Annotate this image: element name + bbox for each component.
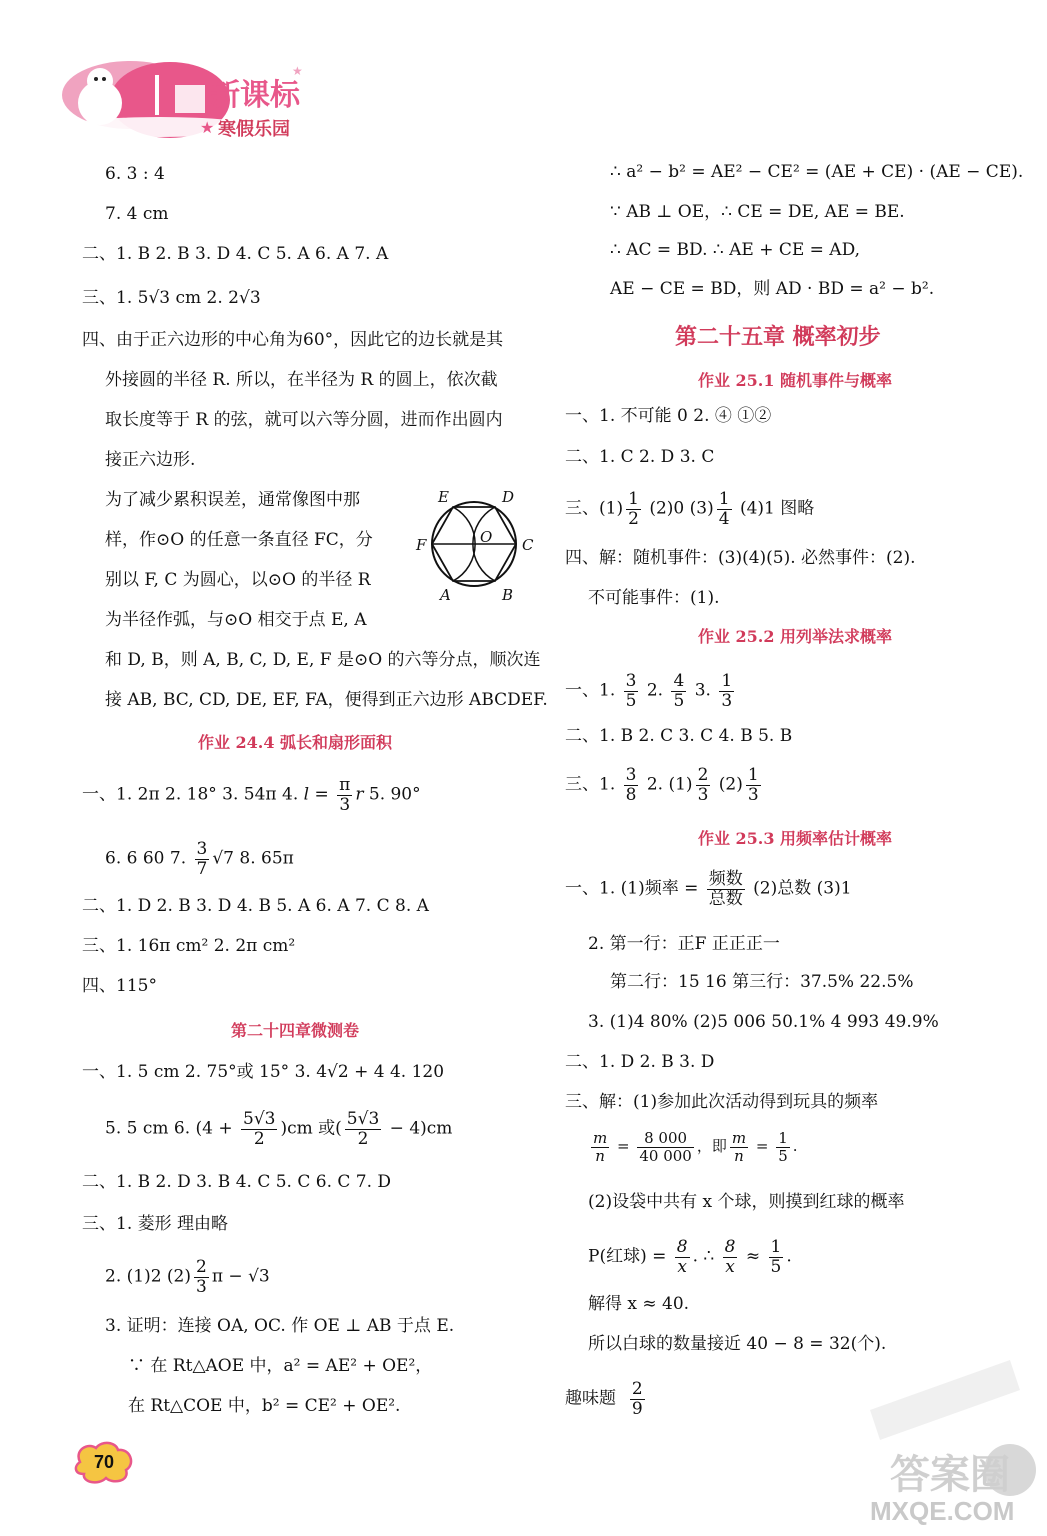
- answer-line: 二、1. C 2. D 3. C: [565, 447, 715, 467]
- watermark-logo-text: 答案圈: [890, 1452, 1010, 1498]
- answer-paragraph: 和 D, B，则 A, B, C, D, E, F 是⊙O 的六等分点，顺次连: [105, 650, 541, 670]
- answer-paragraph: 为了减少累积误差，通常像图中那: [105, 490, 360, 510]
- answer-line: 四、115°: [82, 976, 157, 996]
- answer-paragraph: 接正六边形.: [105, 450, 196, 470]
- point-label: A: [440, 586, 451, 604]
- watermark-text: MXQE.COM: [870, 1496, 1015, 1526]
- svg-text:★: ★: [292, 64, 303, 78]
- answer-line: 二、1. D 2. B 3. D 4. B 5. A 6. A 7. C 8. A: [82, 896, 429, 916]
- answer-line: 一、1. 5 cm 2. 75°或 15° 3. 4√2 + 4 4. 120: [82, 1062, 445, 1082]
- point-label: D: [502, 488, 515, 506]
- page-number: 70: [72, 1440, 136, 1484]
- answer-line: 三、1. $\frac{3}{8}$ 2. (1) $\frac{2}{3}$ (2) $\frac{1}{3}$: [565, 765, 759, 805]
- brand-logo: [60, 55, 350, 145]
- answer-line: 在 Rt△COE 中，b² = CE² + OE².: [128, 1396, 401, 1416]
- answer-line: 不可能事件：(1).: [588, 588, 720, 608]
- answer-paragraph: 别以 F, C 为圆心，以⊙O 的半径 R: [105, 570, 371, 590]
- answer-line: 解得 x ≈ 40.: [588, 1294, 690, 1314]
- section-title: 作业 25.2 用列举法求概率: [697, 627, 893, 646]
- point-label: O: [480, 528, 493, 546]
- answer-line: 三、(1) $\frac{1}{2}$ (2)0 (3) $\frac{1}{4}$ (4)1 图略: [565, 489, 815, 529]
- answer-line: 三、1. 菱形 理由略: [82, 1214, 229, 1234]
- brand-title: 新课标: [210, 78, 300, 113]
- answer-line: 一、1. (1)频率 = $\frac{\text{频数}}{\text{总数}}$ (2)总数 (3)1: [565, 869, 852, 909]
- answer-line: 二、1. B 2. C 3. C 4. B 5. B: [565, 726, 793, 746]
- answer-line: ∵ 在 Rt△AOE 中，a² = AE² + OE²，: [128, 1356, 433, 1376]
- section-title: 第二十四章微测卷: [230, 1021, 359, 1040]
- watermark-logo: [810, 1320, 1040, 1520]
- answer-line: $\frac{m}{n}$ = $\frac{8 000}{40 000}$ ，即 $\frac{m}{n}$ = $\frac{1}{5}$ .: [593, 1129, 798, 1165]
- answer-line: 6. 6 60 7. $\frac{3}{7}$ √7 8. 65π: [105, 839, 294, 879]
- answer-paragraph: 接 AB, BC, CD, DE, EF, FA，便得到正六边形 ABCDEF.: [105, 690, 548, 710]
- brand-subtitle: 寒假乐园: [218, 119, 290, 140]
- answer-line: 二、1. B 2. B 3. D 4. C 5. A 6. A 7. A: [82, 244, 389, 264]
- answer-paragraph: 样，作⊙O 的任意一条直径 FC，分: [105, 530, 373, 550]
- answer-line: ∴ a² − b² = AE² − CE² = (AE + CE) · (AE − CE).: [610, 162, 1024, 182]
- section-title: 作业 25.3 用频率估计概率: [697, 829, 893, 848]
- point-label: E: [438, 488, 449, 506]
- answer-line: 一、1. $\frac{3}{5}$ 2. $\frac{4}{5}$ 3. $\frac{1}{3}$: [565, 671, 733, 711]
- answer-paragraph: 四、由于正六边形的中心角为60°，因此它的边长就是其: [82, 330, 504, 350]
- answer-line: AE − CE = BD，则 AD · BD = a² − b².: [610, 279, 935, 299]
- answer-line: 所以白球的数量接近 40 − 8 = 32(个).: [588, 1334, 887, 1354]
- answer-line: P(红球) = $\frac{8}{x}$ . ∴ $\frac{8}{x}$ ≈ $\frac{1}{5}$ .: [588, 1237, 792, 1277]
- answer-line: 7. 4 cm: [105, 204, 169, 224]
- answer-line: 趣味题 $\frac{2}{9}$: [565, 1379, 643, 1419]
- answer-paragraph: 取长度等于 R 的弦，就可以六等分圆，进而作出圆内: [105, 410, 503, 430]
- answer-line: ∴ AC = BD. ∴ AE + CE = AD,: [610, 240, 861, 260]
- section-title: 作业 25.1 随机事件与概率: [697, 371, 893, 390]
- section-title: 作业 24.4 弧长和扇形面积: [197, 733, 393, 752]
- answer-line: 二、1. D 2. B 3. D: [565, 1052, 715, 1072]
- answer-line: (2)设袋中共有 x 个球，则摸到红球的概率: [588, 1192, 905, 1212]
- answer-line: ∵ AB ⊥ OE，∴ CE = DE, AE = BE.: [610, 202, 905, 222]
- answer-line: 2. (1)2 (2) $\frac{2}{3}$ π − √3: [105, 1257, 270, 1297]
- answer-paragraph: 外接圆的半径 R. 所以，在半径为 R 的圆上，依次截: [105, 370, 498, 390]
- answer-line: 5. 5 cm 6. (4 + $\frac{5√3}{2}$ )cm 或( $\frac{5√3}{2}$ − 4)cm: [105, 1109, 453, 1149]
- svg-text:★: ★: [200, 118, 215, 137]
- answer-line: 一、1. 2π 2. 18° 3. 54π 4. l = $\frac{\pi}{3}$ r 5. 90°: [82, 775, 421, 815]
- answer-line: 三、解：(1)参加此次活动得到玩具的频率: [565, 1092, 879, 1112]
- answer-line: 三、1. 5√3 cm 2. 2√3: [82, 288, 261, 308]
- answer-paragraph: 为半径作弧，与⊙O 相交于点 E, A: [105, 610, 367, 630]
- point-label: F: [416, 536, 427, 554]
- answer-line: 3. 证明：连接 OA, OC. 作 OE ⊥ AB 于点 E.: [105, 1316, 455, 1336]
- chapter-title: 第二十五章 概率初步: [675, 324, 881, 350]
- answer-line: 四、解：随机事件：(3)(4)(5). 必然事件：(2).: [565, 548, 916, 568]
- answer-line: 第二行：15 16 第三行：37.5% 22.5%: [610, 972, 914, 992]
- answer-line: 一、1. 不可能 0 2. ④ ①②: [565, 406, 772, 426]
- point-label: C: [522, 536, 534, 554]
- answer-line: 6. 3 : 4: [105, 164, 165, 184]
- answer-line: 二、1. B 2. D 3. B 4. C 5. C 6. C 7. D: [82, 1172, 392, 1192]
- hexagon-figure: [408, 486, 544, 606]
- answer-line: 三、1. 16π cm² 2. 2π cm²: [82, 936, 296, 956]
- point-label: B: [502, 586, 514, 604]
- answer-line: 3. (1)4 80% (2)5 006 50.1% 4 993 49.9%: [588, 1012, 939, 1032]
- answer-line: 2. 第一行：正F 正正正一: [588, 934, 780, 954]
